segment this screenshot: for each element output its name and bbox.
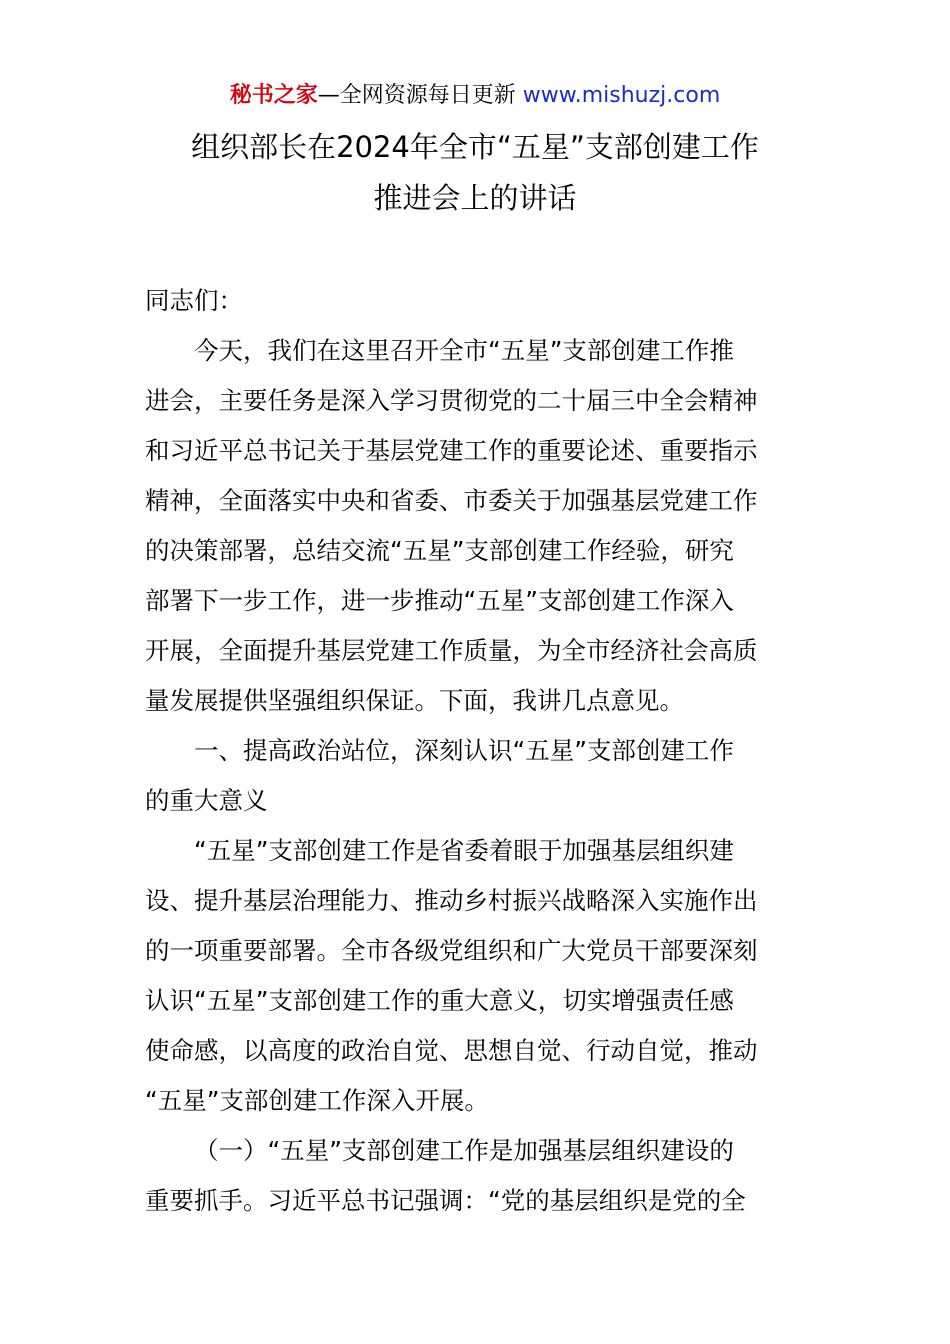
salutation: 同志们：: [145, 286, 243, 315]
paragraph-line: “五星”支部创建工作是省委着眼于加强基层组织建: [194, 836, 734, 865]
paragraph-line: 认识“五星”支部创建工作的重大意义，切实增强责任感: [145, 986, 734, 1015]
site-header: [0, 80, 950, 112]
paragraph-line: 精神，全面落实中央和省委、市委关于加强基层党建工作: [145, 486, 758, 515]
site-tagline: —全网资源每日更新: [317, 83, 523, 108]
paragraph-line: 今天，我们在这里召开全市“五星”支部创建工作推: [194, 336, 734, 365]
paragraph-line: “五星”支部创建工作深入开展。: [145, 1086, 489, 1115]
paragraph-line: 的决策部署，总结交流“五星”支部创建工作经验，研究: [145, 536, 734, 565]
site-brand: 秘书之家: [229, 83, 318, 108]
paragraph-line: 部署下一步工作，进一步推动“五星”支部创建工作深入: [145, 586, 734, 615]
paragraph-line: 设、提升基层治理能力、推动乡村振兴战略深入实施作出: [145, 886, 758, 915]
paragraph-line: 重要抓手。习近平总书记强调：“党的基层组织是党的全: [145, 1186, 746, 1215]
document-body: [145, 276, 810, 1226]
paragraph-line: 和习近平总书记关于基层党建工作的重要论述、重要指示: [145, 436, 758, 465]
paragraph-line: （一）“五星”支部创建工作是加强基层组织建设的: [194, 1136, 734, 1165]
paragraph-line: 的一项重要部署。全市各级党组织和广大党员干部要深刻: [145, 936, 758, 965]
paragraph-line: 使命感，以高度的政治自觉、思想自觉、行动自觉，推动: [145, 1036, 758, 1065]
paragraph-line: 量发展提供坚强组织保证。下面，我讲几点意见。: [145, 686, 684, 715]
document-title-line-2: 推进会上的讲话: [373, 181, 577, 215]
section-heading-line: 的重大意义: [145, 786, 268, 815]
paragraph-line: 进会，主要任务是深入学习贯彻党的二十届三中全会精神: [145, 386, 758, 415]
paragraph-line: 开展，全面提升基层党建工作质量，为全市经济社会高质: [145, 636, 758, 665]
section-heading-line: 一、提高政治站位，深刻认识“五星”支部创建工作: [194, 736, 734, 765]
site-url-link[interactable]: www.mishuzj.com: [522, 83, 721, 108]
document-title-line-1: 组织部长在2024年全市“五星”支部创建工作: [191, 130, 759, 164]
